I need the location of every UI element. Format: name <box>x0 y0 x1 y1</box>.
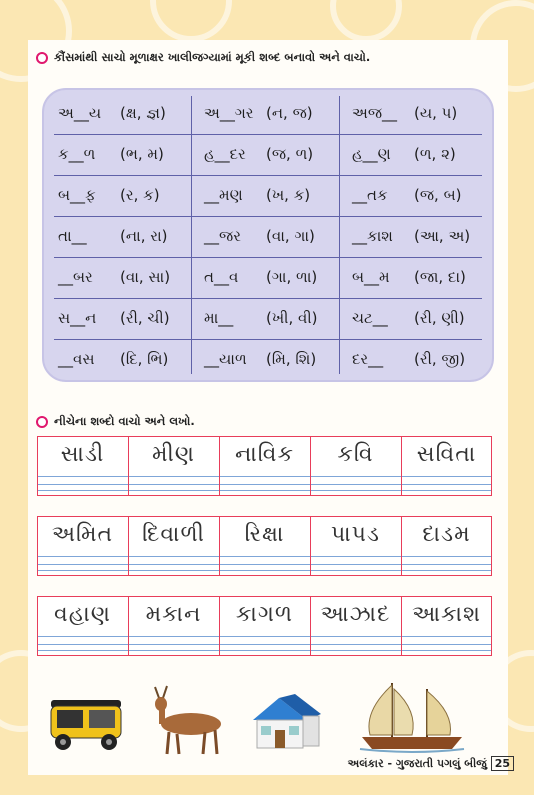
writing-row <box>37 436 492 496</box>
table-column-divider <box>339 96 340 374</box>
letter-options: (ય, પ) <box>414 104 458 122</box>
blank-word: તા__ <box>58 227 87 245</box>
blank-word: __મણ <box>204 186 243 204</box>
letter-options: (જ, બ) <box>414 186 462 204</box>
blank-word: __યાળ <box>204 350 247 368</box>
letter-options: (રી, જી) <box>414 350 466 368</box>
letter-options: (ખી, વી) <box>266 309 318 327</box>
ruling-line <box>37 644 492 645</box>
ruling-line <box>37 564 492 565</box>
writing-row <box>37 516 492 576</box>
auto-rickshaw-picture <box>45 692 130 752</box>
exercise1-instruction-text: કૌંસમાંથી સાચો મૂળાક્ષર ખાલીજગ્યામાં મૂકી શબ્દ બનાવો અને વાચો. <box>54 50 371 64</box>
blank-word: અ__ગર <box>204 104 254 122</box>
background-circle <box>330 0 402 42</box>
practice-word: સવિતા <box>416 442 477 467</box>
book-title: અલંકાર - ગુજરાતી પગલું બીજું <box>347 757 487 770</box>
letter-options: (જા, દા) <box>414 268 466 286</box>
blank-word: __તક <box>352 186 388 204</box>
blank-word: અ__ય <box>58 104 102 122</box>
table-row-divider <box>54 216 482 217</box>
ruling-line <box>37 556 492 557</box>
footer <box>348 756 514 771</box>
blank-word: __કાશ <box>352 227 393 245</box>
blank-word: __બર <box>58 268 93 286</box>
blank-word: હ__દર <box>204 145 246 163</box>
letter-options: (ન, જ) <box>266 104 313 122</box>
exercise1-instruction <box>36 50 370 65</box>
ruling-line <box>37 490 492 491</box>
blank-word: ક__ળ <box>58 145 96 163</box>
letter-options: (આ, અ) <box>414 227 471 245</box>
letter-options: (ર, ક) <box>120 186 160 204</box>
letter-options: (ગા, ળા) <box>266 268 318 286</box>
practice-word: સાડી <box>60 442 105 467</box>
table-row-divider <box>54 134 482 135</box>
table-row-divider <box>54 298 482 299</box>
page-number: 25 <box>491 756 514 771</box>
letter-options: (દિ, ભિ) <box>120 350 169 368</box>
blank-word: દર__ <box>352 350 384 368</box>
exercise2-instruction-text: નીચેના શબ્દો વાચો અને લખો. <box>54 414 195 428</box>
practice-word: દાડમ <box>422 522 471 547</box>
table-column-divider <box>191 96 192 374</box>
background-circle <box>150 0 232 42</box>
table-row-divider <box>54 257 482 258</box>
writing-row <box>37 596 492 656</box>
letter-options: (ના, રા) <box>120 227 168 245</box>
deer-picture <box>145 682 230 757</box>
ruling-line <box>37 516 492 517</box>
blank-word: ચટ__ <box>352 309 388 327</box>
practice-word: કવિ <box>337 442 374 467</box>
letter-options: (રી, ચી) <box>120 309 170 327</box>
house-picture <box>245 692 325 754</box>
practice-word: મકાન <box>145 602 202 627</box>
practice-word: નાવિક <box>235 442 294 467</box>
blank-word: __જર <box>204 227 241 245</box>
practice-word: અમિત <box>51 522 114 547</box>
table-row-divider <box>54 175 482 176</box>
letter-options: (રી, ણી) <box>414 309 465 327</box>
ruling-line <box>37 495 492 496</box>
practice-word: પાપડ <box>330 522 381 547</box>
blank-word: સ__ન <box>58 309 97 327</box>
ruling-line <box>37 484 492 485</box>
practice-word: આઝાદ <box>320 602 391 627</box>
letter-options: (વા, ગા) <box>266 227 315 245</box>
practice-word: વહાણ <box>54 602 111 627</box>
bullet-icon <box>36 416 48 428</box>
ruling-line <box>37 476 492 477</box>
letter-options: (ખ, ક) <box>266 186 311 204</box>
practice-word: દિવાળી <box>142 522 205 547</box>
ship-picture <box>352 675 472 755</box>
letter-options: (ભ, મ) <box>120 145 164 163</box>
ruling-line <box>37 650 492 651</box>
ruling-line <box>37 570 492 571</box>
ruling-line <box>37 596 492 597</box>
ruling-line <box>37 436 492 437</box>
blank-word: બ__મ <box>352 268 390 286</box>
letter-options: (ક્ષ, જ્ઞ) <box>120 104 166 122</box>
blank-word: બ__ફ <box>58 186 96 204</box>
table-row-divider <box>54 339 482 340</box>
ruling-line <box>37 636 492 637</box>
blank-word: હ__ણ <box>352 145 391 163</box>
ruling-line <box>37 655 492 656</box>
letter-options: (જ, ળ) <box>266 145 314 163</box>
ruling-line <box>37 575 492 576</box>
blank-word: અજ__ <box>352 104 398 122</box>
practice-word: મીણ <box>151 442 195 467</box>
fill-in-table <box>42 88 494 382</box>
letter-options: (મિ, શિ) <box>266 350 317 368</box>
blank-word: મા__ <box>204 309 234 327</box>
bullet-icon <box>36 52 48 64</box>
exercise2-instruction <box>36 414 195 429</box>
blank-word: __વસ <box>58 350 95 368</box>
letter-options: (વા, સા) <box>120 268 171 286</box>
blank-word: ત__વ <box>204 268 239 286</box>
practice-word: રિક્ષા <box>244 522 285 547</box>
practice-word: આકાશ <box>412 602 481 627</box>
letter-options: (ળ, ૨) <box>414 145 456 163</box>
practice-word: કાગળ <box>235 602 294 627</box>
